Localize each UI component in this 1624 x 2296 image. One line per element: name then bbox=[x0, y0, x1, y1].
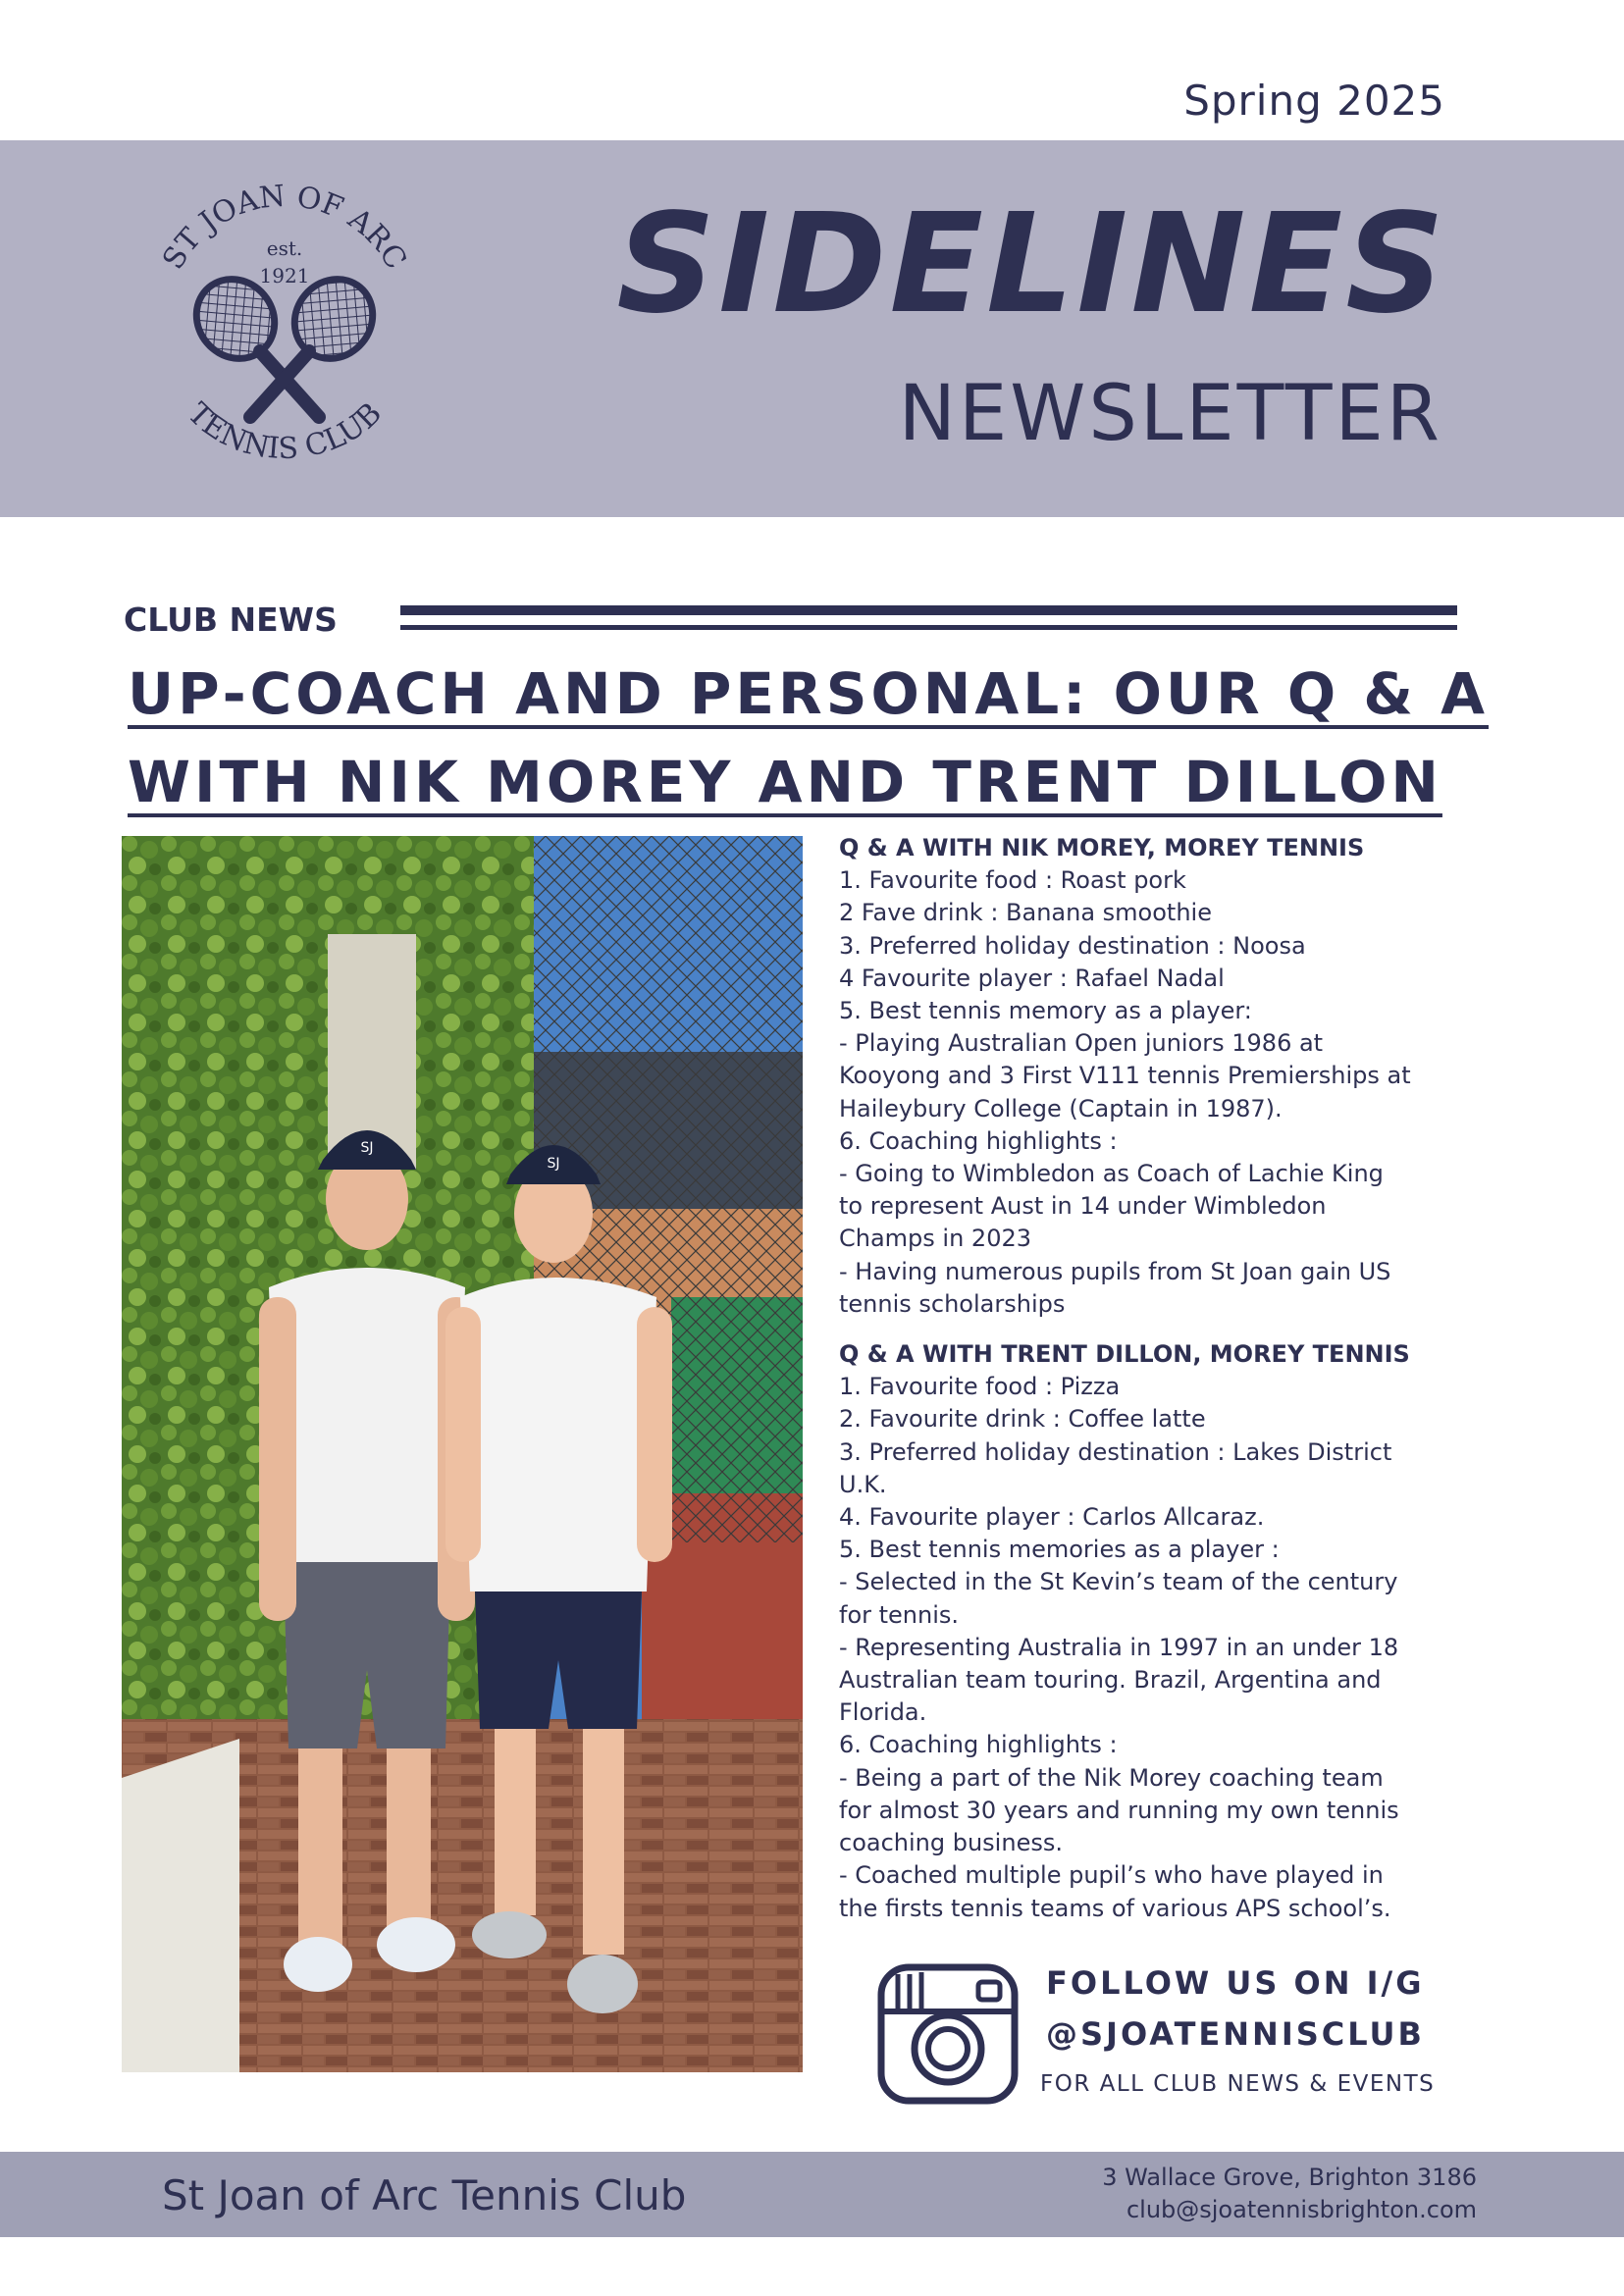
qa-line: - Going to Wimbledon as Coach of Lachie King bbox=[839, 1160, 1384, 1188]
qa-line: to represent Aust in 14 under Wimbledon bbox=[839, 1192, 1327, 1221]
club-logo bbox=[137, 177, 432, 500]
qa-gap bbox=[839, 1321, 1467, 1338]
qa-line: - Playing Australian Open juniors 1986 at bbox=[839, 1029, 1324, 1058]
logo-est: est. bbox=[266, 236, 303, 260]
qa-trent-heading: Q & A WITH TRENT DILLON, MOREY TENNIS bbox=[839, 1340, 1410, 1369]
qa-line: the firsts tennis teams of various APS school’s. bbox=[839, 1894, 1391, 1922]
svg-text:SJ: SJ bbox=[360, 1140, 374, 1156]
instagram-handle[interactable]: @SJOATENNISCLUB bbox=[1046, 2015, 1425, 2053]
season-label: Spring 2025 bbox=[1183, 77, 1445, 125]
headline-line-1: UP-COACH AND PERSONAL: OUR Q & A bbox=[128, 660, 1489, 727]
qa-line: 3. Preferred holiday destination : Lakes District bbox=[839, 1437, 1392, 1466]
qa-line: 3. Preferred holiday destination : Noosa bbox=[839, 931, 1306, 960]
logo-arc-top: ST JOAN OF ARC bbox=[156, 179, 413, 276]
svg-text:SJ: SJ bbox=[547, 1156, 560, 1172]
qa-line: - Having numerous pupils from St Joan gain US bbox=[839, 1257, 1391, 1285]
newsletter-title: SIDELINES bbox=[616, 184, 1447, 344]
qa-line: - Representing Australia in 1997 in an under 18 bbox=[839, 1633, 1399, 1661]
qa-line: 1. Favourite food : Roast pork bbox=[839, 866, 1186, 895]
qa-line: - Selected in the St Kevin’s team of the century bbox=[839, 1568, 1398, 1596]
qa-nik-heading: Q & A WITH NIK MOREY, MOREY TENNIS bbox=[839, 834, 1365, 861]
planter bbox=[122, 1739, 239, 2072]
footer-club-name: St Joan of Arc Tennis Club bbox=[162, 2171, 687, 2219]
section-rule bbox=[400, 605, 1457, 615]
logo-arc-bottom: TENNIS CLUB bbox=[181, 395, 389, 467]
qa-line: 2. Favourite drink : Coffee latte bbox=[839, 1405, 1206, 1434]
qa-line: 6. Coaching highlights : bbox=[839, 1731, 1118, 1759]
qa-line: - Coached multiple pupil’s who have played in bbox=[839, 1861, 1384, 1890]
qa-line: 5. Best tennis memory as a player: bbox=[839, 997, 1252, 1025]
qa-line: Florida. bbox=[839, 1698, 927, 1727]
qa-line: tennis scholarships bbox=[839, 1289, 1066, 1318]
instagram-icon[interactable] bbox=[876, 1962, 1020, 2106]
headline-line-2: WITH NIK MOREY AND TRENT DILLON bbox=[128, 749, 1442, 815]
qa-line: for tennis. bbox=[839, 1600, 960, 1629]
logo-year: 1921 bbox=[259, 264, 310, 287]
qa-line: U.K. bbox=[839, 1470, 887, 1498]
qa-line: Haileybury College (Captain in 1987). bbox=[839, 1094, 1283, 1122]
section-rule-thin bbox=[400, 625, 1457, 630]
section-label: CLUB NEWS bbox=[124, 600, 338, 639]
qa-line: coaching business. bbox=[839, 1829, 1063, 1857]
qa-column bbox=[839, 832, 1467, 1925]
article-headline bbox=[128, 650, 1501, 826]
qa-line: for almost 30 years and running my own tennis bbox=[839, 1796, 1399, 1824]
qa-line: Australian team touring. Brazil, Argentina and bbox=[839, 1666, 1382, 1695]
newsletter-subtitle: NEWSLETTER bbox=[898, 370, 1442, 458]
qa-line: Kooyong and 3 First V111 tennis Premierships at bbox=[839, 1062, 1411, 1090]
coaches-photo bbox=[122, 836, 803, 2072]
qa-line: 2 Fave drink : Banana smoothie bbox=[839, 899, 1212, 927]
follow-caption: FOR ALL CLUB NEWS & EVENTS bbox=[1040, 2071, 1436, 2097]
qa-line: 4. Favourite player : Carlos Allcaraz. bbox=[839, 1503, 1265, 1532]
qa-line: Champs in 2023 bbox=[839, 1225, 1032, 1253]
qa-line: 6. Coaching highlights : bbox=[839, 1126, 1118, 1155]
qa-line: 5. Best tennis memories as a player : bbox=[839, 1536, 1280, 1564]
qa-line: - Being a part of the Nik Morey coaching team bbox=[839, 1763, 1384, 1792]
footer-email[interactable]: club@sjoatennisbrighton.com bbox=[1126, 2196, 1477, 2223]
follow-us-line: FOLLOW US ON I/G bbox=[1046, 1964, 1425, 2002]
qa-line: 1. Favourite food : Pizza bbox=[839, 1373, 1121, 1401]
footer-address: 3 Wallace Grove, Brighton 3186 bbox=[1102, 2164, 1477, 2191]
qa-line: 4 Favourite player : Rafael Nadal bbox=[839, 964, 1225, 992]
